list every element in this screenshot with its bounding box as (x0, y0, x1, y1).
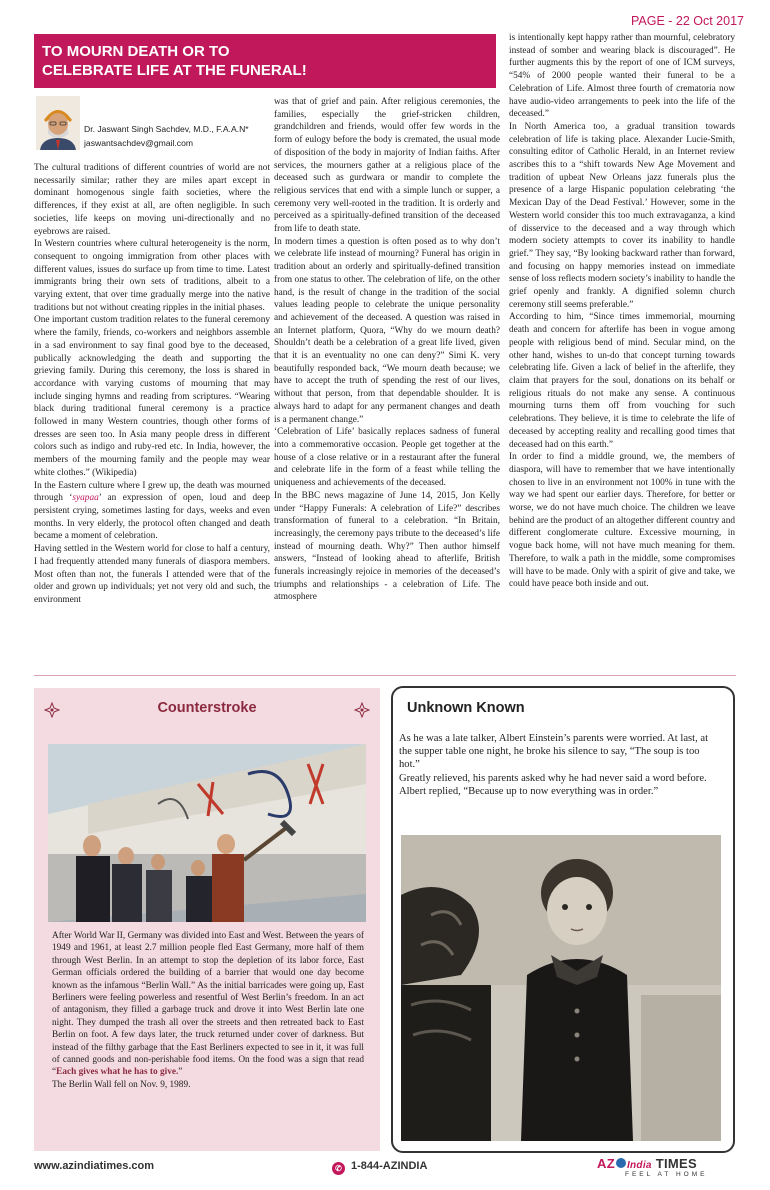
article-title-line2: CELEBRATE LIFE AT THE FUNERAL! (42, 62, 307, 79)
footer-website[interactable]: www.azindiatimes.com (34, 1160, 155, 1172)
article-column-2 (274, 96, 500, 604)
article-column-1 (34, 162, 270, 607)
counterstroke-panel (34, 688, 380, 1151)
footer-phone[interactable]: ✆ 1-844-AZINDIA (332, 1160, 427, 1175)
paragraph: was that of grief and pain. After religious ceremonies, the families, especially the grief-stricken children, grandchildren and friends, would offer few words in the form of eulogy before the body is cremated, the usual mode of disposition of the body in majority of Indian faiths. After services, the mourners gather at a religious place of the deceased such as gurdwara or mandir to complete the religious services that end with a simple lunch or supper, a ceremony very well-rooted in the tradition. It is orderly and perceived as a spiritually-defined transition of the deceased from life to death state. (274, 97, 500, 235)
author-byline (34, 96, 270, 156)
paragraph: In the BBC news magazine of June 14, 2015, Jon Kelly under “Happy Funerals: A celebration of Life?” describes transformation of funeral to a celebration. “In Britain, increasingly, the ceremony pays tribute to the deceased’s life instead of mourning death. Why?” Then author himself answers, “Instead of looking ahead to afterlife, British funerals increasingly rejoice in memories of the deceased’s triumphs and relationships - a celebration of Life. The atmosphere (274, 490, 500, 603)
logo-globe-icon (616, 1158, 626, 1168)
paragraph: In North America too, a gradual transition towards celebration of life is taking place. Alexander Lucie-Smith, consulting editor of Catholic Herald, in an Internet review ascribes this to a “shift towards New Age Movement and tradition of upbeat New Orleans jazz funerals plus the presence of a large Hispanic population celebrating ‘the Mexican Day of the Dead Festival.’ However, some in the Western world consider this too much extravaganza, a kind of disservice to the deceased and a way through which modern society attempts to cover its inability to handle grief.” They say, “By looking backward rather than forward, and focusing on happy memories instead on immediate sense of loss reflects modern society’s inability to handle the grief openly and frankly. A dignified solemn church ceremony still seems preferable.” (509, 121, 735, 310)
article-title-banner (34, 34, 496, 88)
paragraph: After World War II, Germany was divided into East and West. Between the years of 1949 and 1961, at least 2.7 million people fled East Germany, more half of them through West Berlin. In an attempt to stop the depletion of its labor force, East German officials ordered the building of a barrier that would one day become known as the infamous “Berlin Wall.” As the initial barricades were going up, East Berliners were feeling powerless and resentful of West Berlin’s freedom. In an act of antagonism, they filled a garbage truck and drove it into West Berlin late one night. They dumped the trash all over the streets and then retreated back to East Berlin on foot. A few days later, the truck returned under cover of darkness. But instead of the filthy garbage that the East Berliners expected to see in it, it was full of canned goods and non-perishable food items. On the food was a sign that read “Each gives what he has to give.” (52, 931, 364, 1078)
einstein-child-photo (401, 835, 721, 1141)
author-photo (36, 96, 80, 150)
paragraph: In the Eastern culture where I grew up, the death was mourned through ‘syapaa’ an expression of open, loud and deep persistent crying, sometimes lasting for days, weeks and even months. In very elderly, the protocol often changed and death became a moment of celebration. (34, 480, 270, 542)
page-header: PAGE - 22 Oct 2017 (630, 14, 744, 28)
paragraph: is intentionally kept happy rather than mournful, celebratory instead of somber and wearing black is discouraged”. He further augments this by the report of one of ICM surveys, “54% of 2000 people wanted their funeral to be a Celebration of Life. Almost three fourth of crematoria now have audio-video arrangements to peek into the life of the deceased.” (509, 33, 735, 120)
paragraph: One important custom tradition relates to the funeral ceremony where the family, friends, co-workers and neighbors assemble in a sad environment to say final good bye to the deceased, publically acknowledging the death and supporting the grieving family. During this ceremony, the loss is shared in accordance with varying customs of mourning that may include singing hymns and reading from scriptures. “Wearing black during traditional funeral ceremony is a practice followed in many Western countries, though other forms of dresses are seen too. In Asia many people dress in different colors such as indigo and ruby-red etc. In India, however, the members of the mourning family and the people may wear white clothes.” (Wikipedia) (34, 315, 270, 478)
logo-times: TIMES (655, 1156, 697, 1171)
article-column-3 (509, 32, 735, 591)
syapaa-term: syapaa (72, 493, 99, 504)
unknown-known-body (399, 732, 723, 798)
unknown-known-panel (391, 686, 735, 1153)
logo-india: India (626, 1160, 652, 1171)
paragraph: Albert replied, “Because up to now everything was in order.” (399, 785, 659, 797)
paragraph: Having settled in the Western world for close to half a century, I had frequently attended many funerals of diaspora members. Most often than not, the funerals I attended were that of the older and grown up individuals; yet not very old and such, the environment (34, 544, 270, 605)
section-divider (34, 675, 736, 676)
counterstroke-title: Counterstroke (157, 700, 257, 716)
paragraph: Greatly relieved, his parents asked why he had never said a word before. (399, 772, 707, 784)
highlight-quote: Each gives what he has to give. (56, 1067, 179, 1078)
author-name: Dr. Jaswant Singh Sachdev, M.D., F.A.A.N* (84, 124, 249, 134)
author-email: jaswantsachdev@gmail.com (84, 138, 194, 148)
article-title-line1: TO MOURN DEATH OR TO (42, 43, 230, 60)
berlin-wall-photo (48, 744, 366, 922)
logo-tagline: FEEL AT HOME (625, 1171, 708, 1178)
unknown-known-title: Unknown Known (407, 700, 525, 716)
az-india-times-logo (597, 1156, 737, 1186)
paragraph: The Berlin Wall fell on Nov. 9, 1989. (52, 1079, 191, 1090)
paragraph: In Western countries where cultural heterogeneity is the norm, consequent to ongoing immigration from other places with different values, issues do surface up from time to time. Latest immigrants bring their own sets of traditions, albeit to a varying extent, that over time gradually merge into the native traditions but not without creating ripples in the initial phases. (34, 239, 270, 313)
phone-icon: ✆ (332, 1162, 345, 1175)
paragraph: In order to find a middle ground, we, the members of diaspora, will have to remember that we have intentionally chosen to live in an environment not 100% in tune with the way we had spent our earlier days. Therefore, for better or worse, we do not have much choice. The children we leave behind are the product of an altogether different country and different conglomerate culture. Excessive mourning, in vogue back home, will not have much meaning for them. Therefore, to walk a path in the middle, some compromises will have to be made. Only with a spirit of give and take, we could have peace both inside and out. (509, 452, 735, 590)
paragraph: In modern times a question is often posed as to why don’t we celebrate life instead of mourning? Funeral has origin in tradition about an orderly and spiritually-defined transition from one status to other. The celebration of life, on the other hand, is the result of change in the tradition of the social values leading people to celebrate the unique personality and achievement of the deceased. A question was raised in an Internet platform, Quora, “Why do we mourn death? Shouldn’t death be a celebration of a great life lived, given that it is an eventuality no one can deny?” Simi K. very beautifully responded back, “We mourn death because; we have to accept the truth of spending the rest of our lives, without that person, from that dependable shoulder. It is always hard to adapt for any permanent changes and death is a permanent change.” (274, 236, 500, 425)
paragraph: The cultural traditions of different countries of world are not necessarily similar; rather they are miles apart except in dominant homogenous single faith societies, where the differences, if they exist at all, are often negligible. In such societies, life keeps on moving uni-directionally and no eyebrows are raised. (34, 163, 270, 237)
paragraph: ‘Celebration of Life’ basically replaces sadness of funeral into a commemorative occasion. People get together at the house of a close relative or in a restaurant after the funeral and celebrate life in the form of a feast while telling the uniqueness and achievements of the deceased. (274, 427, 500, 489)
paragraph: As he was a late talker, Albert Einstein’s parents were worried. At last, at the supper table one night, he broke his silence to say, “The soup is too hot.” (399, 733, 709, 771)
counterstroke-body (52, 930, 364, 1091)
logo-az: AZ (597, 1156, 615, 1171)
paragraph: According to him, “Since times immemorial, mourning death and concern for afterlife has been in vogue among people with religious bend of mind. Secular mind, on the other hand, wishes to un-do that concept turning towards celebrating life. Given a lack of belief in the afterlife, they claim that prayers for the soul, donations on its behalf or religious rituals do not make any sense. A continuous mourning turns them off from vouching for such celebrations. They believe, it is time to celebrate the life of deceased by accepting reality and recalling good times that deceased had on this earth.” (509, 312, 735, 450)
